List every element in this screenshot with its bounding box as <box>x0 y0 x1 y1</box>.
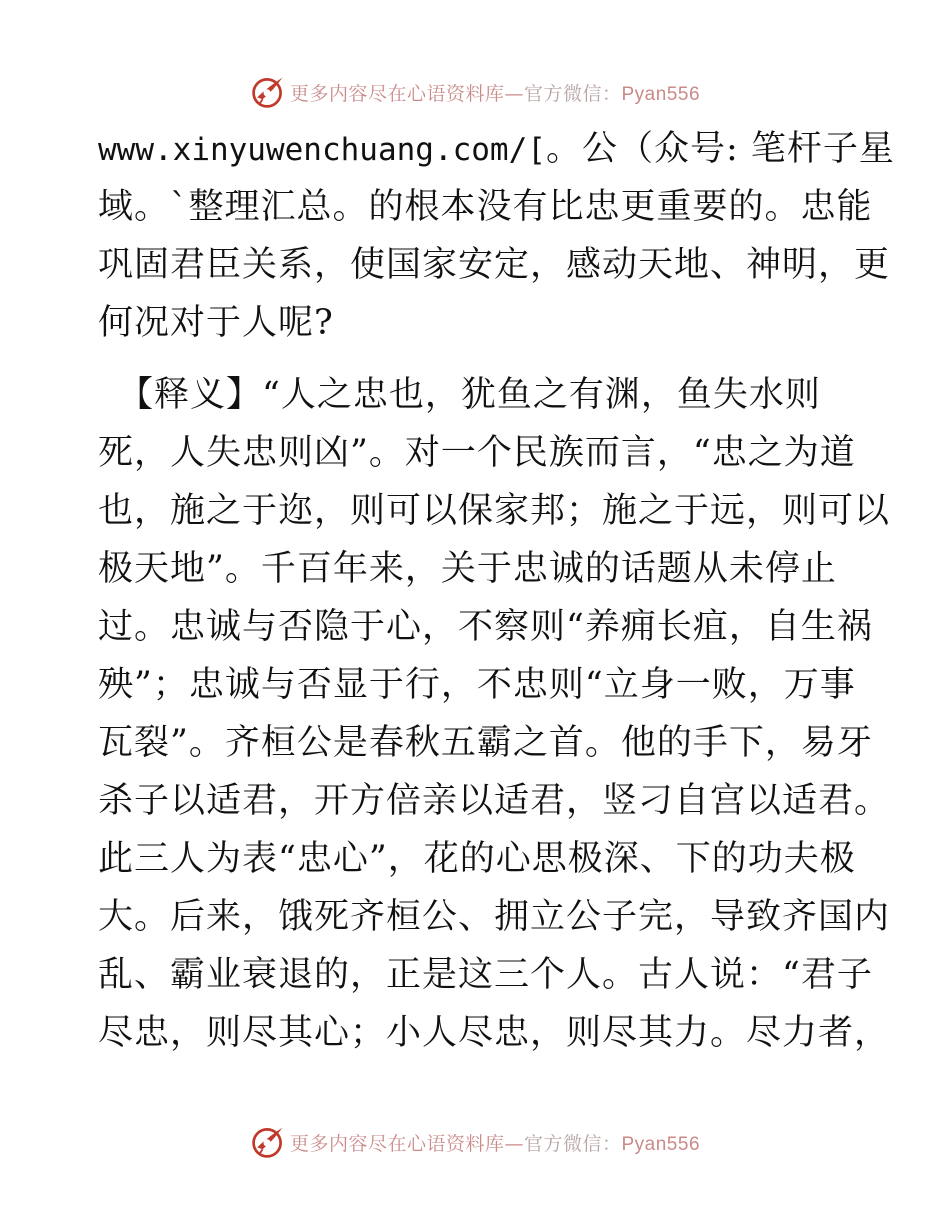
paragraph-2-line: 极天地”。千百年来，关于忠诚的话题从未停止 <box>98 549 837 589</box>
watermark-prefix: 更多内容尽在心语资料库 <box>289 82 505 105</box>
paragraph-1-line-1-text: 。公（众号: 笔杆子星 <box>545 129 895 169</box>
source-url-text: www.xinyuwenchuang.com/[ <box>98 132 546 168</box>
paragraph-2-line: 过。忠诚与否隐于心，不察则“养痈长疽，自生祸 <box>98 607 873 647</box>
paragraph-2-line: 【释义】“人之忠也，犹鱼之有渊，鱼失水则 <box>118 375 821 415</box>
paragraph-1-line-1 <box>98 120 895 178</box>
paragraph-2-line: 此三人为表“忠心”，花的心思极深、下的功夫极 <box>98 839 856 879</box>
quill-logo-icon <box>250 1124 286 1160</box>
watermark-dash: — <box>504 1132 524 1155</box>
paragraph-2-line: 尽忠，则尽其心；小人尽忠，则尽其力。尽力者， <box>98 1013 891 1053</box>
paragraph-2-line: 杀子以适君，开方倍亲以适君，竖刁自宫以适君。 <box>98 781 891 821</box>
paragraph-2 <box>98 366 891 1062</box>
footer-watermark <box>0 1122 950 1162</box>
watermark-wechat-label: 官方微信： <box>523 1132 622 1155</box>
watermark-wechat-id: Pyan556 <box>621 1133 701 1155</box>
watermark-prefix: 更多内容尽在心语资料库 <box>289 1132 505 1155</box>
paragraph-2-line: 瓦裂”。齐桓公是春秋五霸之首。他的手下，易牙 <box>98 723 873 763</box>
paragraph-2-line: 殃”；忠诚与否显于行，不忠则“立身一败，万事 <box>98 665 856 705</box>
quill-logo-icon <box>250 74 286 110</box>
watermark-dash: — <box>504 82 524 105</box>
paragraph-1-line-3: 巩固君臣关系，使国家安定，感动天地、神明，更 <box>98 245 891 285</box>
paragraph-2-line: 也，施之于迩，则可以保家邦；施之于远，则可以 <box>98 491 891 531</box>
document-body <box>98 120 895 1062</box>
paragraph-2-line: 大。后来，饿死齐桓公、拥立公子完，导致齐国内 <box>98 897 891 937</box>
watermark-wechat-label: 官方微信： <box>523 82 622 105</box>
header-watermark <box>0 72 950 112</box>
paragraph-1 <box>98 120 895 352</box>
paragraph-2-line: 乱、霸业衰退的，正是这三个人。古人说：“君子 <box>98 955 873 995</box>
paragraph-2-line: 死，人失忠则凶”。对一个民族而言，“忠之为道 <box>98 433 856 473</box>
watermark-wechat-id: Pyan556 <box>621 83 701 105</box>
paragraph-1-line-2: 域。`整理汇总。的根本没有比忠更重要的。忠能 <box>98 187 873 227</box>
paragraph-1-line-4: 何况对于人呢? <box>98 303 334 343</box>
